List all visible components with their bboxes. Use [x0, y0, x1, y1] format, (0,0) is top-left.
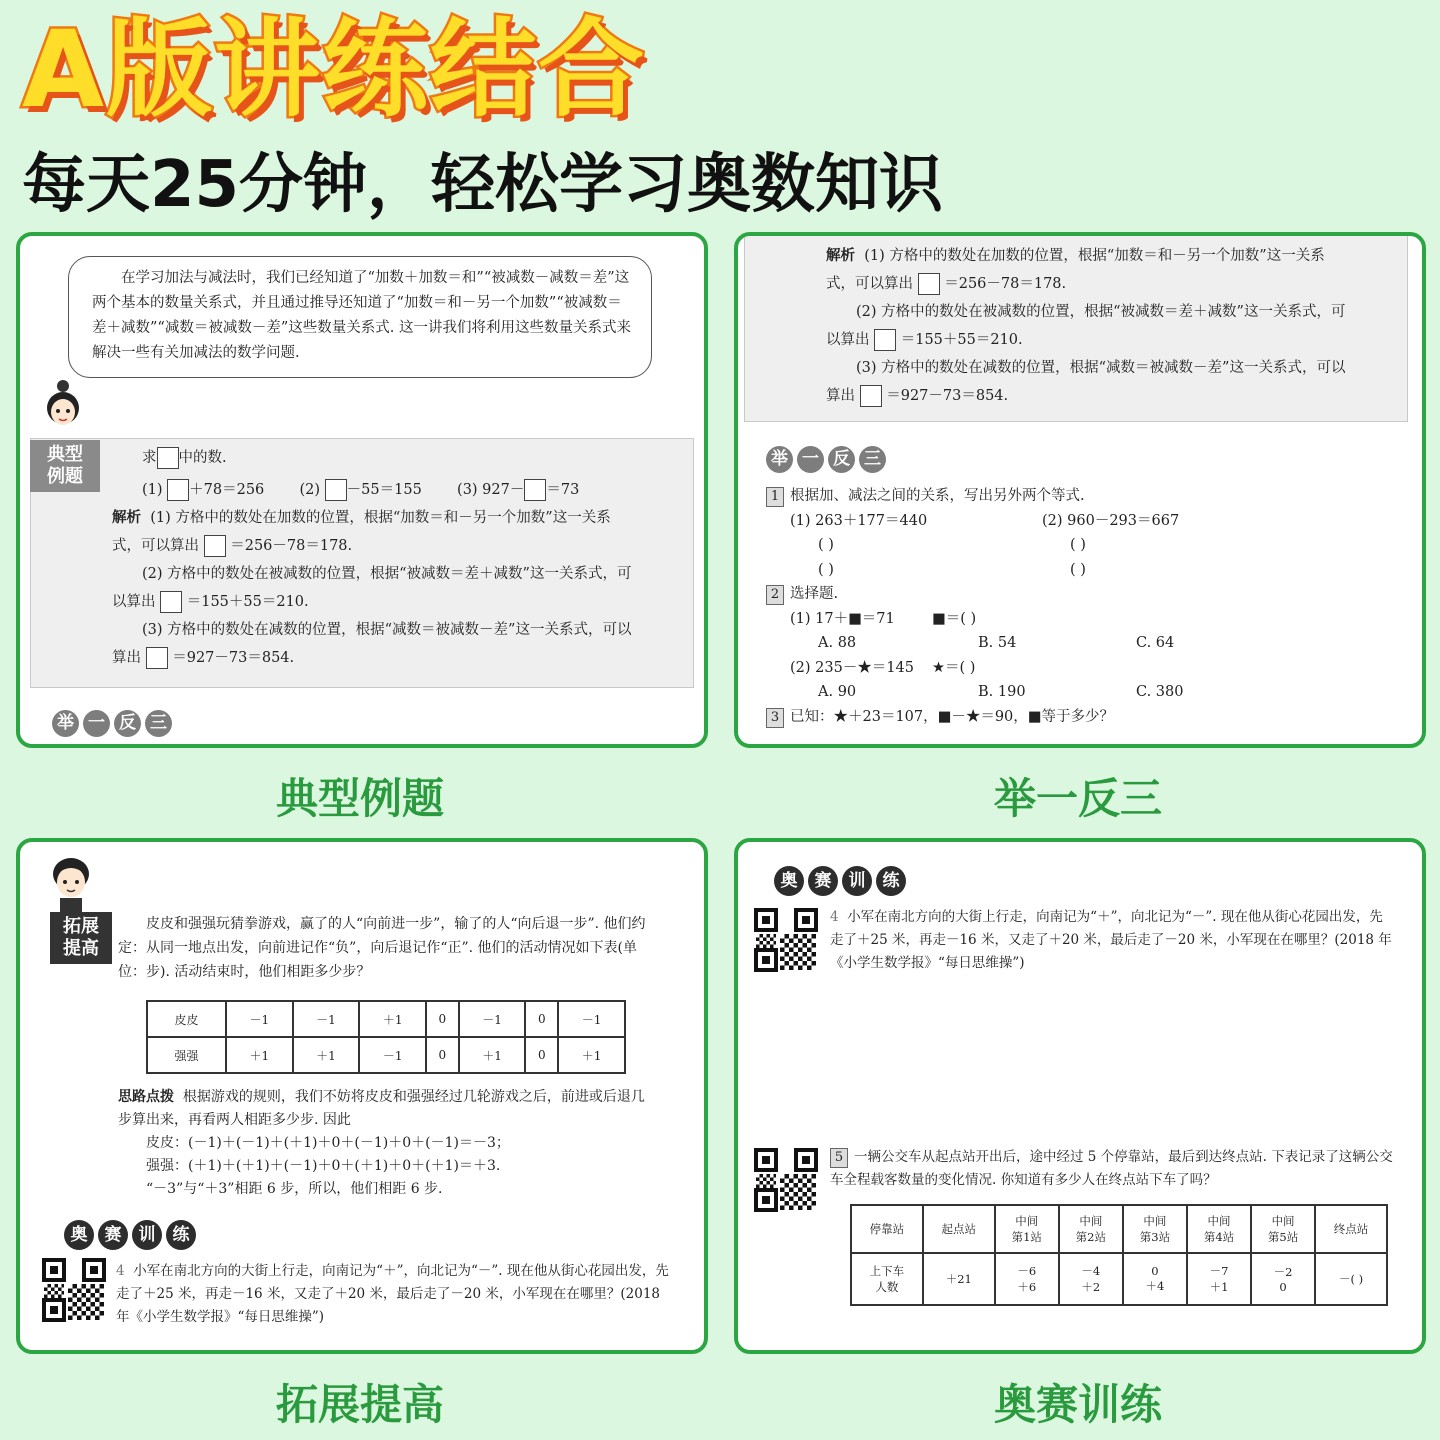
section-circles [766, 446, 886, 473]
blank-box [157, 447, 179, 469]
analysis-3a: (3) 方格中的数处在减数的位置，根据“减数＝被减数－差”这一关系式，可以 [142, 622, 632, 638]
tag-line2: 提高 [63, 938, 99, 959]
analysis-3a: (3) 方格中的数处在减数的位置，根据“减数＝被减数－差”这一关系式，可以 [856, 360, 1346, 376]
circle-char: 举 [766, 446, 793, 473]
analysis-3c: ＝927－73＝854. [886, 388, 1009, 404]
analysis-1a: (1) 方格中的数处在加数的位置，根据“加数＝和－另一个加数”这一关系 [864, 248, 1325, 264]
part2-eq: －55＝155 [346, 482, 422, 498]
q2-2-eq: (2) 235－★＝145 [790, 659, 915, 676]
calc-line-3: “－3”与“＋3”相距 6 步，所以，他们相距 6 步. [146, 1181, 443, 1197]
table-header-cell: 终点站 [1315, 1205, 1387, 1253]
qr-code-icon [754, 1148, 818, 1212]
part2-label: (2) [299, 482, 321, 498]
question-number: 4 [830, 909, 839, 925]
analysis-3c: ＝927－73＝854. [172, 650, 295, 666]
q4-body [830, 906, 1396, 975]
analysis-1c: ＝256－78＝178. [230, 538, 353, 554]
q1-eq-b: (2) 960－293＝667 [1042, 512, 1180, 529]
table-cell: ＋1 [226, 1037, 293, 1073]
boy-avatar-icon [48, 854, 94, 912]
blank-box [204, 535, 226, 557]
answer-paren: ( ) [818, 537, 834, 553]
section-circles [64, 1220, 196, 1250]
subtitle: 每天25分钟，轻松学习奥数知识 [22, 148, 944, 222]
blank-box [860, 385, 882, 407]
table-cell: －1 [226, 1001, 293, 1037]
q1-eq-a: (1) 263＋177＝440 [790, 512, 928, 529]
table-cell: 皮皮 [147, 1001, 226, 1037]
blank-box [874, 329, 896, 351]
analysis-3b: 算出 [112, 650, 141, 666]
circle-char: 赛 [808, 866, 838, 896]
question-1-text: 根据加、减法之间的关系，写出另外两个等式. [790, 488, 1085, 504]
tag-typical [30, 440, 100, 492]
question-number: 1 [766, 487, 784, 507]
table-cell: －( ) [1315, 1253, 1387, 1305]
q5-body [830, 1146, 1396, 1192]
analysis-2c: ＝155＋55＝210. [900, 332, 1023, 348]
option-c: C. 64 [1136, 635, 1175, 651]
circle-char: 赛 [98, 1220, 128, 1250]
analysis-1b: 式，可以算出 [112, 538, 199, 554]
question-number: 4 [116, 1263, 125, 1279]
panel-extension [16, 838, 708, 1354]
part3-label: (3) 927－ [457, 482, 525, 498]
table-cell: 0 [426, 1037, 459, 1073]
table-cell: 0 [525, 1001, 558, 1037]
table-row [147, 1037, 625, 1073]
circle-char: 三 [145, 710, 172, 737]
option-b: B. 190 [978, 684, 1026, 700]
table-cell: 0 ＋4 [1123, 1253, 1187, 1305]
question-prefix: 求 [142, 450, 157, 466]
table-cell: －1 [359, 1037, 426, 1073]
table-row [851, 1205, 1387, 1253]
girl-avatar-icon [40, 378, 86, 434]
option-b: B. 54 [978, 635, 1017, 651]
hint-text: 根据游戏的规则，我们不妨将皮皮和强强经过几轮游戏之后，前进或后退几步算出来，再看两人相距多少步. 因此 [118, 1089, 645, 1128]
main-title: A版讲练结合 [22, 8, 647, 131]
q2-1-eq: (1) 17＋■＝71 [790, 610, 895, 627]
caption-olympiad: 奥赛训练 [993, 1380, 1162, 1429]
circle-char: 练 [876, 866, 906, 896]
table-cell: －6 ＋6 [995, 1253, 1059, 1305]
tag-line2: 例题 [47, 466, 83, 487]
question-4-text: 小军在南北方向的大街上行走，向南记为“＋”，向北记为“－”. 现在他从街心花园出发，先走了＋25 米，再走－16 米，又走了＋20 米，最后走了－20 米，小军现在在哪里？(2018 年《小学生数学报》“每日思维操”) [116, 1263, 669, 1325]
table-header-cell: 中间 第3站 [1123, 1205, 1187, 1253]
panel-olympiad [734, 838, 1426, 1354]
table-cell: ＋1 [293, 1037, 360, 1073]
table-cell: －2 0 [1251, 1253, 1315, 1305]
question-5-text: 一辆公交车从起点站开出后，途中经过 5 个停靠站，最后到达终点站. 下表记录了这辆公交车全程载客数量的变化情况. 你知道有多少人在终点站下车了吗？ [830, 1149, 1393, 1188]
question-3-text: 已知：★＋23＝107，■－★＝90，■等于多少？ [790, 708, 1114, 725]
option-c: C. 380 [1136, 684, 1184, 700]
analysis-1a: (1) 方格中的数处在加数的位置，根据“加数＝和－另一个加数”这一关系 [150, 510, 611, 526]
table-cell: 0 [525, 1037, 558, 1073]
blank-box [325, 479, 347, 501]
table-row [851, 1253, 1387, 1305]
q2-2-answer: ★＝( ) [932, 659, 976, 676]
answer-paren: ( ) [1070, 561, 1086, 578]
table-row [147, 1001, 625, 1037]
analysis-body [826, 242, 1406, 410]
table-cell: 上下车 人数 [851, 1253, 923, 1305]
table-cell: 强强 [147, 1037, 226, 1073]
circle-char: 三 [859, 446, 886, 473]
tag-extension [50, 912, 112, 964]
blank-box [524, 479, 546, 501]
calc-line-1: 皮皮：(－1)＋(－1)＋(＋1)＋0＋(－1)＋0＋(－1)＝－3； [146, 1135, 510, 1151]
question-number: 5 [830, 1148, 848, 1168]
analysis-3b: 算出 [826, 388, 855, 404]
calc-line-2: 强强：(＋1)＋(＋1)＋(－1)＋0＋(＋1)＋0＋(＋1)＝＋3. [146, 1158, 501, 1174]
part1-eq: ＋78＝256 [189, 482, 265, 498]
tag-line1: 拓展 [63, 916, 99, 937]
table-cell: ＋21 [923, 1253, 995, 1305]
qr-code-icon [42, 1258, 106, 1322]
part3-eq: ＝73 [546, 482, 580, 498]
analysis-2a: (2) 方格中的数处在被减数的位置，根据“被减数＝差＋减数”这一关系式，可 [142, 566, 632, 582]
table-header-cell: 中间 第1站 [995, 1205, 1059, 1253]
option-a: A. 88 [818, 635, 857, 651]
table-cell: －4 ＋2 [1059, 1253, 1123, 1305]
answer-paren: ( ) [1070, 537, 1086, 553]
question-number: 3 [766, 708, 784, 728]
blank-box [160, 591, 182, 613]
circle-char: 练 [166, 1220, 196, 1250]
analysis-1c: ＝256－78＝178. [944, 276, 1067, 292]
circle-char: 反 [114, 710, 141, 737]
table-cell: 0 [426, 1001, 459, 1037]
table-cell: －1 [293, 1001, 360, 1037]
circle-char: 一 [797, 446, 824, 473]
game-table [146, 1000, 626, 1074]
caption-practice: 举一反三 [993, 774, 1162, 823]
section-circles [774, 866, 906, 896]
circle-char: 反 [828, 446, 855, 473]
caption-typical: 典型例题 [275, 774, 444, 823]
analysis-label: 解析 [112, 509, 141, 526]
analysis-2c: ＝155＋55＝210. [186, 594, 309, 610]
table-header-cell: 中间 第2站 [1059, 1205, 1123, 1253]
analysis-2b: 以算出 [826, 332, 870, 348]
question-number: 2 [766, 585, 784, 605]
question-2-text: 选择题. [790, 586, 839, 602]
table-header-cell: 停靠站 [851, 1205, 923, 1253]
table-cell: ＋1 [558, 1037, 625, 1073]
q4-body [116, 1260, 676, 1329]
intro-text: 在学习加法与减法时，我们已经知道了“加数＋加数＝和”“被减数－减数＝差”这两个基本的数量关系式，并且通过推导还知道了“加数＝和－另一个加数”“被减数＝差＋减数”“减数＝被减数－差”这些数量关系式. 这一讲我们将利用这些数量关系式来解决一些有关加减法的数学问题. [92, 270, 631, 361]
circle-char: 奥 [64, 1220, 94, 1250]
part1-label: (1) [142, 482, 163, 498]
extension-problem: 皮皮和强强玩猜拳游戏，赢了的人“向前进一步”，输了的人“向后退一步”. 他们约定：从同一地点出发，向前进记作“负”，向后退记作“正”. 他们的活动情况如下表(单位：步). 活动结束时，他们相距多少步？ [118, 916, 646, 980]
q2-1-answer: ■＝( ) [932, 610, 977, 627]
table-header-cell: 起点站 [923, 1205, 995, 1253]
blank-box [918, 273, 940, 295]
question-4-text: 小军在南北方向的大街上行走，向南记为“＋”，向北记为“－”. 现在他从街心花园出发，先走了＋25 米，再走－16 米，又走了＋20 米，最后走了－20 米，小军现在在哪里？(2018 年《小学生数学报》“每日思维操”) [830, 909, 1392, 971]
example-body [112, 444, 684, 672]
table-cell: －1 [459, 1001, 526, 1037]
practice-body [766, 484, 1406, 729]
circle-char: 奥 [774, 866, 804, 896]
caption-extension: 拓展提高 [275, 1380, 444, 1429]
table-header-cell: 中间 第5站 [1251, 1205, 1315, 1253]
blank-box [167, 479, 189, 501]
table-cell: ＋1 [459, 1037, 526, 1073]
analysis-2a: (2) 方格中的数处在被减数的位置，根据“被减数＝差＋减数”这一关系式，可 [856, 304, 1346, 320]
panel-typical-examples [16, 232, 708, 748]
analysis-label: 解析 [826, 247, 855, 264]
panel-practice [734, 232, 1426, 748]
blank-box [146, 647, 168, 669]
hint-body [118, 1086, 658, 1201]
circle-char: 训 [132, 1220, 162, 1250]
circle-char: 举 [52, 710, 79, 737]
table-header-cell: 中间 第4站 [1187, 1205, 1251, 1253]
table-cell: －7 ＋1 [1187, 1253, 1251, 1305]
section-circles [52, 710, 172, 737]
hint-label: 思路点拨 [118, 1089, 174, 1105]
qr-code-icon [754, 908, 818, 972]
analysis-1b: 式，可以算出 [826, 276, 913, 292]
bus-table [850, 1204, 1388, 1306]
tag-line1: 典型 [47, 444, 83, 465]
analysis-2b: 以算出 [112, 594, 156, 610]
table-cell: ＋1 [359, 1001, 426, 1037]
answer-paren: ( ) [818, 561, 834, 578]
circle-char: 训 [842, 866, 872, 896]
question-suffix: 中的数. [178, 450, 227, 466]
option-a: A. 90 [818, 684, 857, 700]
table-cell: －1 [558, 1001, 625, 1037]
circle-char: 一 [83, 710, 110, 737]
